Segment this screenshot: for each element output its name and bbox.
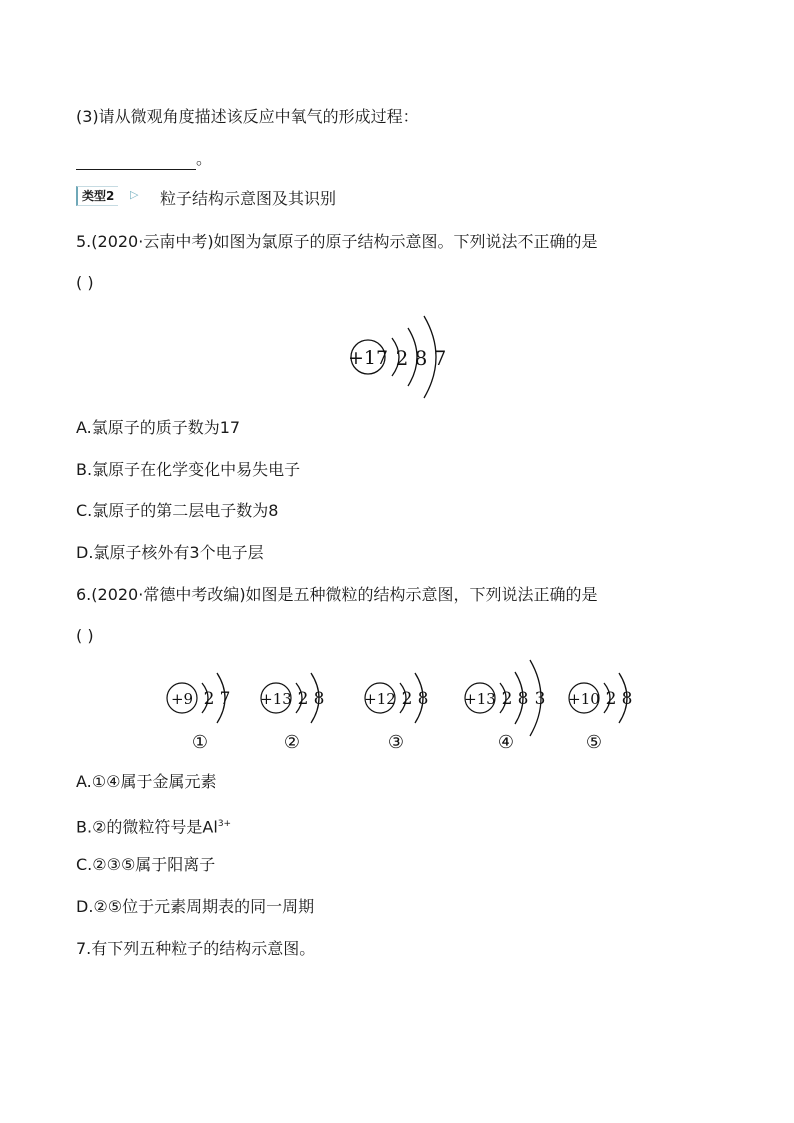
shell-electrons-3: 7 [433, 346, 447, 370]
particle-diagram-5 [562, 668, 652, 756]
shell-electrons-1: 2 [297, 689, 309, 709]
shell-electrons-3: 3 [534, 689, 546, 709]
section-tag: 类型2 [76, 186, 118, 206]
shell-electrons-2: 8 [517, 689, 529, 709]
particle-diagram-4 [458, 656, 558, 756]
nucleus-charge: +12 [364, 690, 396, 708]
ion-charge-superscript: 3+ [217, 819, 232, 829]
nucleus-charge: +17 [347, 347, 389, 369]
particle-label: ② [283, 732, 301, 753]
q6-option-d[interactable]: D.②⑤位于元素周期表的同一周期 [76, 897, 315, 916]
shell-electrons-2: 7 [219, 689, 231, 709]
shell-electrons-2: 8 [621, 689, 633, 709]
particle-diagram-3 [358, 668, 448, 756]
particle-label: ⑤ [585, 732, 603, 753]
q6-option-c[interactable]: C.②③⑤属于阳离子 [76, 855, 216, 874]
q6-option-b[interactable] [76, 813, 231, 838]
section-title: 粒子结构示意图及其识别 [160, 189, 337, 208]
shell-electrons-2: 8 [417, 689, 429, 709]
q6-stem: 6.(2020·常德中考改编)如图是五种微粒的结构示意图，下列说法正确的是 [76, 585, 598, 604]
shell-electrons-2: 8 [414, 346, 428, 370]
q5-option-b[interactable]: B.氯原子在化学变化中易失电子 [76, 460, 301, 479]
tag-arrow-icon: ▷ [130, 188, 139, 201]
q7-stem: 7.有下列五种粒子的结构示意图。 [76, 939, 316, 958]
q5-option-c[interactable]: C.氯原子的第二层电子数为8 [76, 501, 279, 520]
q5-stem: 5.(2020·云南中考)如图为氯原子的原子结构示意图。下列说法不正确的是 [76, 232, 598, 251]
nucleus-charge: +13 [464, 690, 496, 708]
q3-answer-line [76, 148, 212, 170]
shell-electrons-1: 2 [401, 689, 413, 709]
shell-electrons-2: 8 [313, 689, 325, 709]
shell-electrons-1: 2 [395, 346, 409, 370]
particle-diagram-1 [160, 668, 250, 756]
shell-electrons-1: 2 [501, 689, 513, 709]
particle-label: ③ [387, 732, 405, 753]
particle-diagram-2 [254, 668, 344, 756]
shell-electrons-1: 2 [605, 689, 617, 709]
particle-label: ① [191, 732, 209, 753]
q6-option-a[interactable]: A.①④属于金属元素 [76, 772, 217, 791]
shell-electrons-1: 2 [203, 689, 215, 709]
particle-label: ④ [497, 732, 515, 753]
q3-end-mark: 。 [196, 149, 213, 168]
nucleus-charge: +10 [568, 690, 600, 708]
q5-option-d[interactable]: D.氯原子核外有3个电子层 [76, 543, 264, 562]
nucleus-charge: +13 [260, 690, 292, 708]
nucleus-charge: +9 [170, 690, 194, 708]
answer-blank[interactable] [76, 153, 196, 170]
chlorine-atom-diagram [340, 312, 460, 402]
q5-option-a[interactable]: A.氯原子的质子数为17 [76, 418, 241, 437]
q6-answer-bracket[interactable]: ( ) [76, 626, 94, 645]
q3-text: (3)请从微观角度描述该反应中氧气的形成过程： [76, 107, 419, 126]
q6-option-b-text: B.②的微粒符号是Al [76, 817, 218, 837]
q5-answer-bracket[interactable]: ( ) [76, 273, 94, 292]
